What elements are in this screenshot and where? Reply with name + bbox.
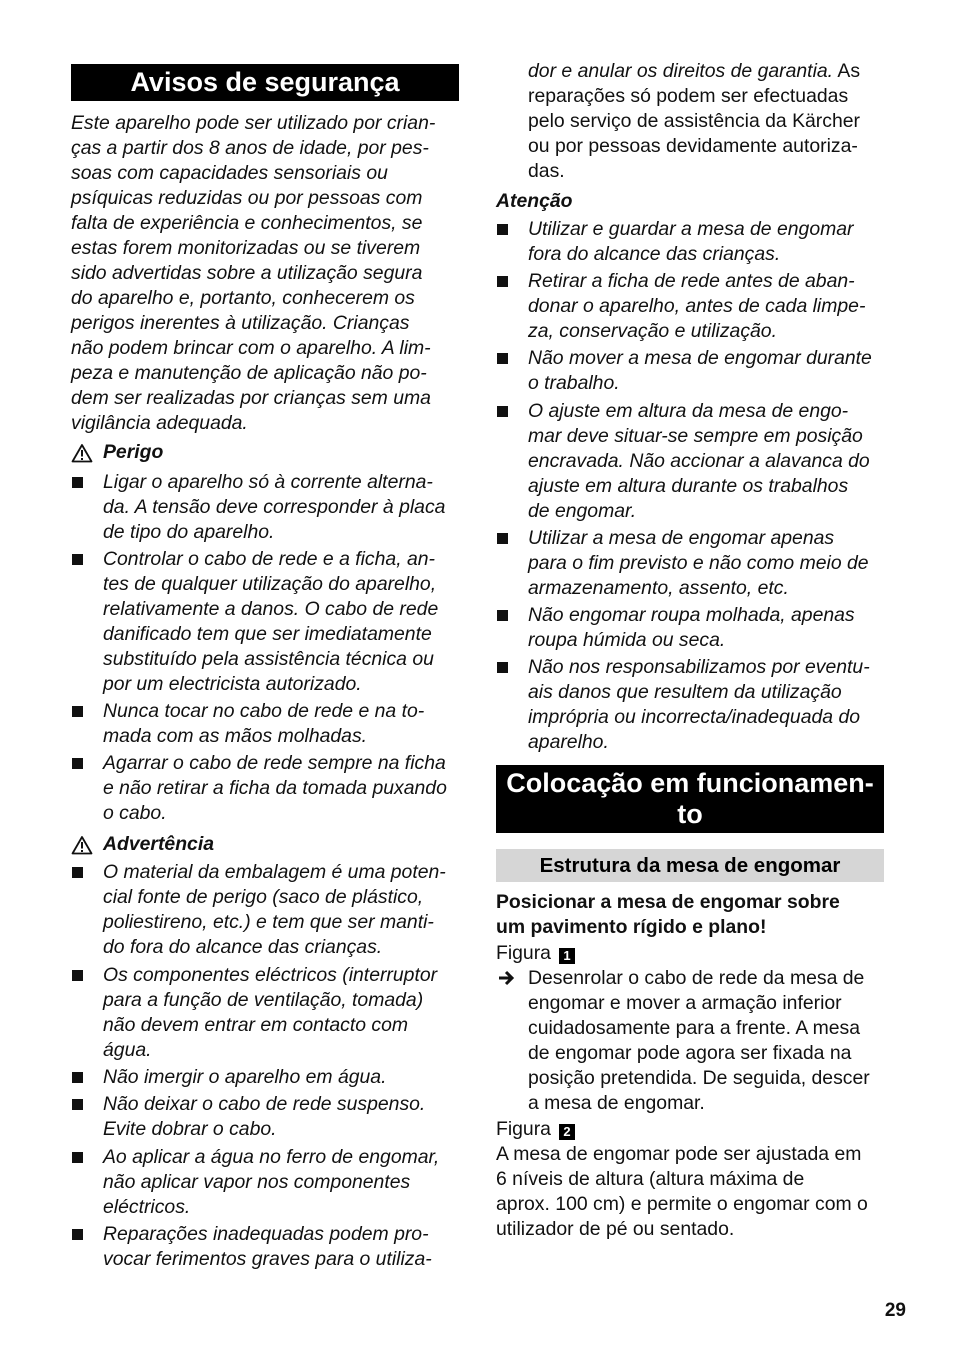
list-item-text: Nunca tocar no cabo de rede e na to- mada com as mãos molhadas. (103, 700, 425, 747)
bullet-square-icon (72, 1152, 83, 1163)
figure-number-badge: 1 (559, 948, 575, 964)
list-item-text: Utilizar a mesa de engomar apenas para o fim previsto e não como meio de armazenamento, assento, etc. (528, 527, 869, 599)
continuation-italic: dor e anular os direitos de garantia. (528, 60, 834, 82)
structure-subheading: Estrutura da mesa de engomar (496, 849, 884, 882)
list-item (496, 346, 884, 396)
list-item-text: Retirar a ficha de rede antes de aban- donar o aparelho, antes de cada limpe- za, conservação e utilização. (528, 270, 866, 342)
list-item (71, 547, 459, 697)
arrow-right-icon (496, 968, 516, 988)
danger-heading (71, 440, 163, 465)
list-item-text: Utilizar e guardar a mesa de engomar fora do alcance das crianças. (528, 218, 854, 265)
list-item-text: Controlar o cabo de rede e a ficha, an- tes de qualquer utilização do aparelho, relativamente a danos. O cabo de rede danificado tem que ser imediatamente substituído pela assistência técnica ou por um electricista autorizado. (103, 548, 439, 695)
list-item (71, 1092, 459, 1142)
attention-heading: Atenção (496, 190, 573, 212)
list-item-text: Não mover a mesa de engomar durante o trabalho. (528, 347, 872, 394)
figure-number-badge: 2 (559, 1124, 575, 1140)
list-item-text: Não deixar o cabo de rede suspenso. Evite dobrar o cabo. (103, 1093, 426, 1140)
warning-heading (71, 832, 214, 857)
bold-instruction: Posicionar a mesa de engomar sobre um pavimento rígido e plano! (496, 891, 840, 938)
list-item (496, 269, 884, 344)
bullet-square-icon (72, 706, 83, 717)
page-number: 29 (884, 1300, 906, 1321)
bullet-square-icon (72, 1072, 83, 1083)
step-text: Desenrolar o cabo de rede da mesa de engomar e mover a armação inferior cuidadosamente para a frente. A mesa de engomar pode agora ser fixada na posição pretendida. De seguida, descer a mesa de engomar. (528, 967, 870, 1114)
list-item (71, 1145, 459, 1220)
bullet-square-icon (72, 477, 83, 488)
list-item-text: Não nos responsabilizamos por eventu- ais danos que resultem da utilização imprópria ou incorrecta/inadequada do aparelho. (528, 656, 870, 753)
safety-heading: Avisos de segurança (71, 64, 459, 101)
list-item (71, 1222, 459, 1272)
commissioning-heading: Colocação em funcionamen- to (496, 765, 884, 833)
list-item-text: Reparações inadequadas podem pro- vocar ferimentos graves para o utiliza- (103, 1223, 432, 1270)
continuation-normal: As reparações só podem ser efectuadas pelo serviço de assistência da Kärcher ou por pessoas devidamente autoriza- das. (528, 60, 861, 182)
warning-triangle-icon (71, 835, 93, 855)
figure-label: Figura (496, 942, 551, 964)
list-item-text: Não engomar roupa molhada, apenas roupa húmida ou seca. (528, 604, 855, 651)
list-item (496, 217, 884, 267)
list-item (71, 699, 459, 749)
bullet-square-icon (72, 758, 83, 769)
list-item (71, 751, 459, 826)
list-item-text: Não imergir o aparelho em água. (103, 1066, 387, 1088)
list-item-text: Agarrar o cabo de rede sempre na ficha e não retirar a ficha da tomada puxando o cabo. (103, 752, 447, 824)
list-item (71, 860, 459, 960)
list-item (71, 470, 459, 545)
bullet-square-icon (497, 276, 508, 287)
step-item (496, 966, 884, 1116)
list-item-text: Os componentes eléctricos (interruptor para a função de ventilação, tomada) não devem entrar em contacto com água. (103, 964, 438, 1061)
bullet-square-icon (72, 554, 83, 565)
list-item (71, 963, 459, 1063)
bullet-square-icon (497, 406, 508, 417)
list-item (496, 603, 884, 653)
continuation-paragraph (496, 59, 884, 184)
height-paragraph: A mesa de engomar pode ser ajustada em 6 níveis de altura (altura máxima de aprox. 100 cm) e permite o engomar com o utilizador de pé ou sentado. (496, 1143, 868, 1240)
danger-label: Perigo (103, 441, 164, 463)
figure-2-reference (496, 1117, 884, 1142)
bullet-square-icon (72, 1099, 83, 1110)
list-item-text: O ajuste em altura da mesa de engo- mar deve situar-se sempre em posição encravada. Não accionar a alavanca do ajuste em altura durante os trabalhos de engomar. (528, 400, 870, 522)
bullet-square-icon (72, 867, 83, 878)
intro-paragraph: Este aparelho pode ser utilizado por crian- ças a partir dos 8 anos de idade, por pes- soas com capacidades sensoriais ou psíquicas reduzidas ou por pessoas com falta de experiência e conhecimentos, se estas forem monitorizadas ou se tiverem sido advertidas sobre a utilização segura do aparelho e, portanto, conhecerem os perigos inerentes à utilização. Crianças não podem brincar com o aparelho. A lim- peza e manutenção de aplicação não po- dem ser realizadas por crianças sem uma vigilância adequada. (71, 112, 436, 434)
bullet-square-icon (72, 1229, 83, 1240)
bullet-square-icon (497, 224, 508, 235)
bullet-square-icon (497, 662, 508, 673)
bullet-square-icon (497, 610, 508, 621)
figure-label: Figura (496, 1118, 551, 1140)
warning-triangle-icon (71, 443, 93, 463)
list-item (496, 526, 884, 601)
bullet-square-icon (497, 533, 508, 544)
bullet-square-icon (497, 353, 508, 364)
list-item-text: O material da embalagem é uma poten- cial fonte de perigo (saco de plástico, poliestireno, etc.) e tem que ser manti- do fora do alcance das crianças. (103, 861, 446, 958)
list-item (496, 655, 884, 755)
bullet-square-icon (72, 970, 83, 981)
list-item (496, 399, 884, 524)
figure-1-reference (496, 941, 884, 966)
warning-label: Advertência (103, 833, 215, 855)
list-item (71, 1065, 459, 1090)
list-item-text: Ligar o aparelho só à corrente alterna- da. A tensão deve corresponder à placa de tipo do aparelho. (103, 471, 446, 543)
list-item-text: Ao aplicar a água no ferro de engomar, não aplicar vapor nos componentes eléctricos. (103, 1146, 440, 1218)
